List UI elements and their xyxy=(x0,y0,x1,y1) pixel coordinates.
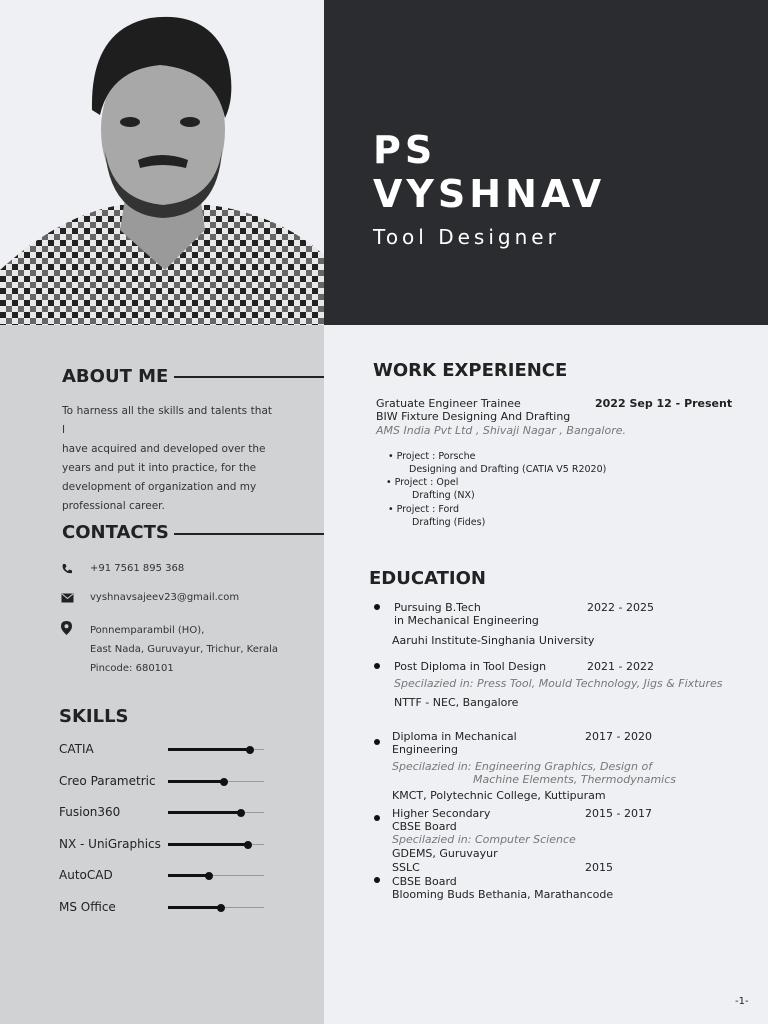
job-title: Tool Designer xyxy=(373,225,560,249)
edu-diploma-school: KMCT, Polytechnic College, Kuttipuram xyxy=(392,789,606,802)
education-bullet xyxy=(374,663,380,669)
skill-bar-fill xyxy=(168,874,209,877)
skill-bar-fill xyxy=(168,906,221,909)
education-heading: EDUCATION xyxy=(369,568,486,589)
about-text xyxy=(62,402,272,516)
education-bullet xyxy=(374,604,380,610)
edu-btech-school: Aaruhi Institute-Singhania University xyxy=(392,634,595,647)
address-line: East Nada, Guruvayur, Trichur, Kerala xyxy=(90,644,279,655)
about-line: years and put it into practice, for the xyxy=(62,462,257,474)
skill-label: Creo Parametric xyxy=(59,774,156,788)
skill-level-knob xyxy=(217,904,225,912)
edu-hs-spec: Specilazied in: Computer Science xyxy=(392,833,576,846)
skill-label: AutoCAD xyxy=(59,868,113,882)
skill-level-knob xyxy=(237,809,245,817)
email-address[interactable]: vyshnavsajeev23@gmail.com xyxy=(90,592,240,603)
last-name: VYSHNAV xyxy=(373,172,606,216)
project-detail: Drafting (Fides) xyxy=(412,517,486,528)
phone-icon xyxy=(61,563,73,575)
edu-sslc-school: Blooming Buds Bethania, Marathancode xyxy=(392,888,614,901)
email-icon xyxy=(61,593,74,603)
about-line: have acquired and developed over the xyxy=(62,443,266,455)
edu-hs-line2: CBSE Board xyxy=(392,820,457,833)
edu-pd-line1: Post Diploma in Tool Design xyxy=(394,660,547,673)
edu-sslc-line2: CBSE Board xyxy=(392,875,457,888)
project-detail: Drafting (NX) xyxy=(412,490,475,501)
project-name: • Project : Porsche xyxy=(388,451,476,462)
skills-heading: SKILLS xyxy=(59,706,129,727)
skill-label: MS Office xyxy=(59,900,116,914)
edu-sslc-line1: SSLC xyxy=(392,861,420,874)
address xyxy=(90,621,278,678)
project-detail: Designing and Drafting (CATIA V5 R2020) xyxy=(409,464,607,475)
education-bullet xyxy=(374,739,380,745)
skill-level-knob xyxy=(244,841,252,849)
edu-diploma-dates: 2017 - 2020 xyxy=(585,730,652,743)
edu-hs-line1: Higher Secondary xyxy=(392,807,491,820)
project-name: • Project : Ford xyxy=(388,504,460,515)
skill-bar-fill xyxy=(168,780,224,783)
edu-hs-school: GDEMS, Guruvayur xyxy=(392,847,498,860)
work-role: Gratuate Engineer Trainee xyxy=(376,397,521,410)
about-line: To harness all the skills and talents that I xyxy=(62,405,272,436)
about-line: professional career. xyxy=(62,500,165,512)
skill-level-knob xyxy=(205,872,213,880)
work-company: AMS India Pvt Ltd , Shivaji Nagar , Bangalore. xyxy=(376,424,626,437)
project-name: • Project : Opel xyxy=(386,477,459,488)
edu-btech-line2: in Mechanical Engineering xyxy=(394,614,539,627)
edu-diploma-spec: Machine Elements, Thermodynamics xyxy=(473,773,676,786)
contacts-divider xyxy=(174,533,324,535)
location-pin-icon xyxy=(61,621,72,635)
about-line: development of organization and my xyxy=(62,481,257,493)
edu-pd-school: NTTF - NEC, Bangalore xyxy=(394,696,519,709)
first-name: PS xyxy=(373,128,437,172)
address-line: Pincode: 680101 xyxy=(90,663,174,674)
edu-diploma-line2: Engineering xyxy=(392,743,458,756)
skill-bar-fill xyxy=(168,843,248,846)
skill-label: Fusion360 xyxy=(59,805,121,819)
contacts-heading: CONTACTS xyxy=(62,522,169,543)
skill-level-knob xyxy=(246,746,254,754)
work-dates: 2022 Sep 12 - Present xyxy=(595,397,733,410)
edu-pd-spec: Specilazied in: Press Tool, Mould Technology, Jigs & Fixtures xyxy=(394,677,723,690)
work-heading: WORK EXPERIENCE xyxy=(373,360,568,381)
edu-diploma-spec: Specilazied in: Engineering Graphics, Design of xyxy=(392,760,653,773)
skill-bar-fill xyxy=(168,748,250,751)
edu-diploma-line1: Diploma in Mechanical xyxy=(392,730,517,743)
candidate-name xyxy=(373,128,605,216)
profile-photo xyxy=(0,0,324,325)
about-divider xyxy=(174,376,324,378)
edu-btech-line1: Pursuing B.Tech xyxy=(394,601,481,614)
page-number: -1- xyxy=(735,996,749,1007)
skill-label: NX - UniGraphics xyxy=(59,837,161,851)
address-line: Ponnemparambil (HO), xyxy=(90,625,205,636)
work-subtitle: BIW Fixture Designing And Drafting xyxy=(376,410,571,423)
phone-number[interactable]: +91 7561 895 368 xyxy=(90,563,185,574)
skill-bar-fill xyxy=(168,811,241,814)
edu-sslc-dates: 2015 xyxy=(585,861,613,874)
about-heading: ABOUT ME xyxy=(62,366,169,387)
skill-label: CATIA xyxy=(59,742,94,756)
skill-level-knob xyxy=(220,778,228,786)
edu-pd-dates: 2021 - 2022 xyxy=(587,660,654,673)
education-bullet xyxy=(374,877,380,883)
edu-btech-dates: 2022 - 2025 xyxy=(587,601,654,614)
education-bullet xyxy=(374,815,380,821)
edu-hs-dates: 2015 - 2017 xyxy=(585,807,652,820)
